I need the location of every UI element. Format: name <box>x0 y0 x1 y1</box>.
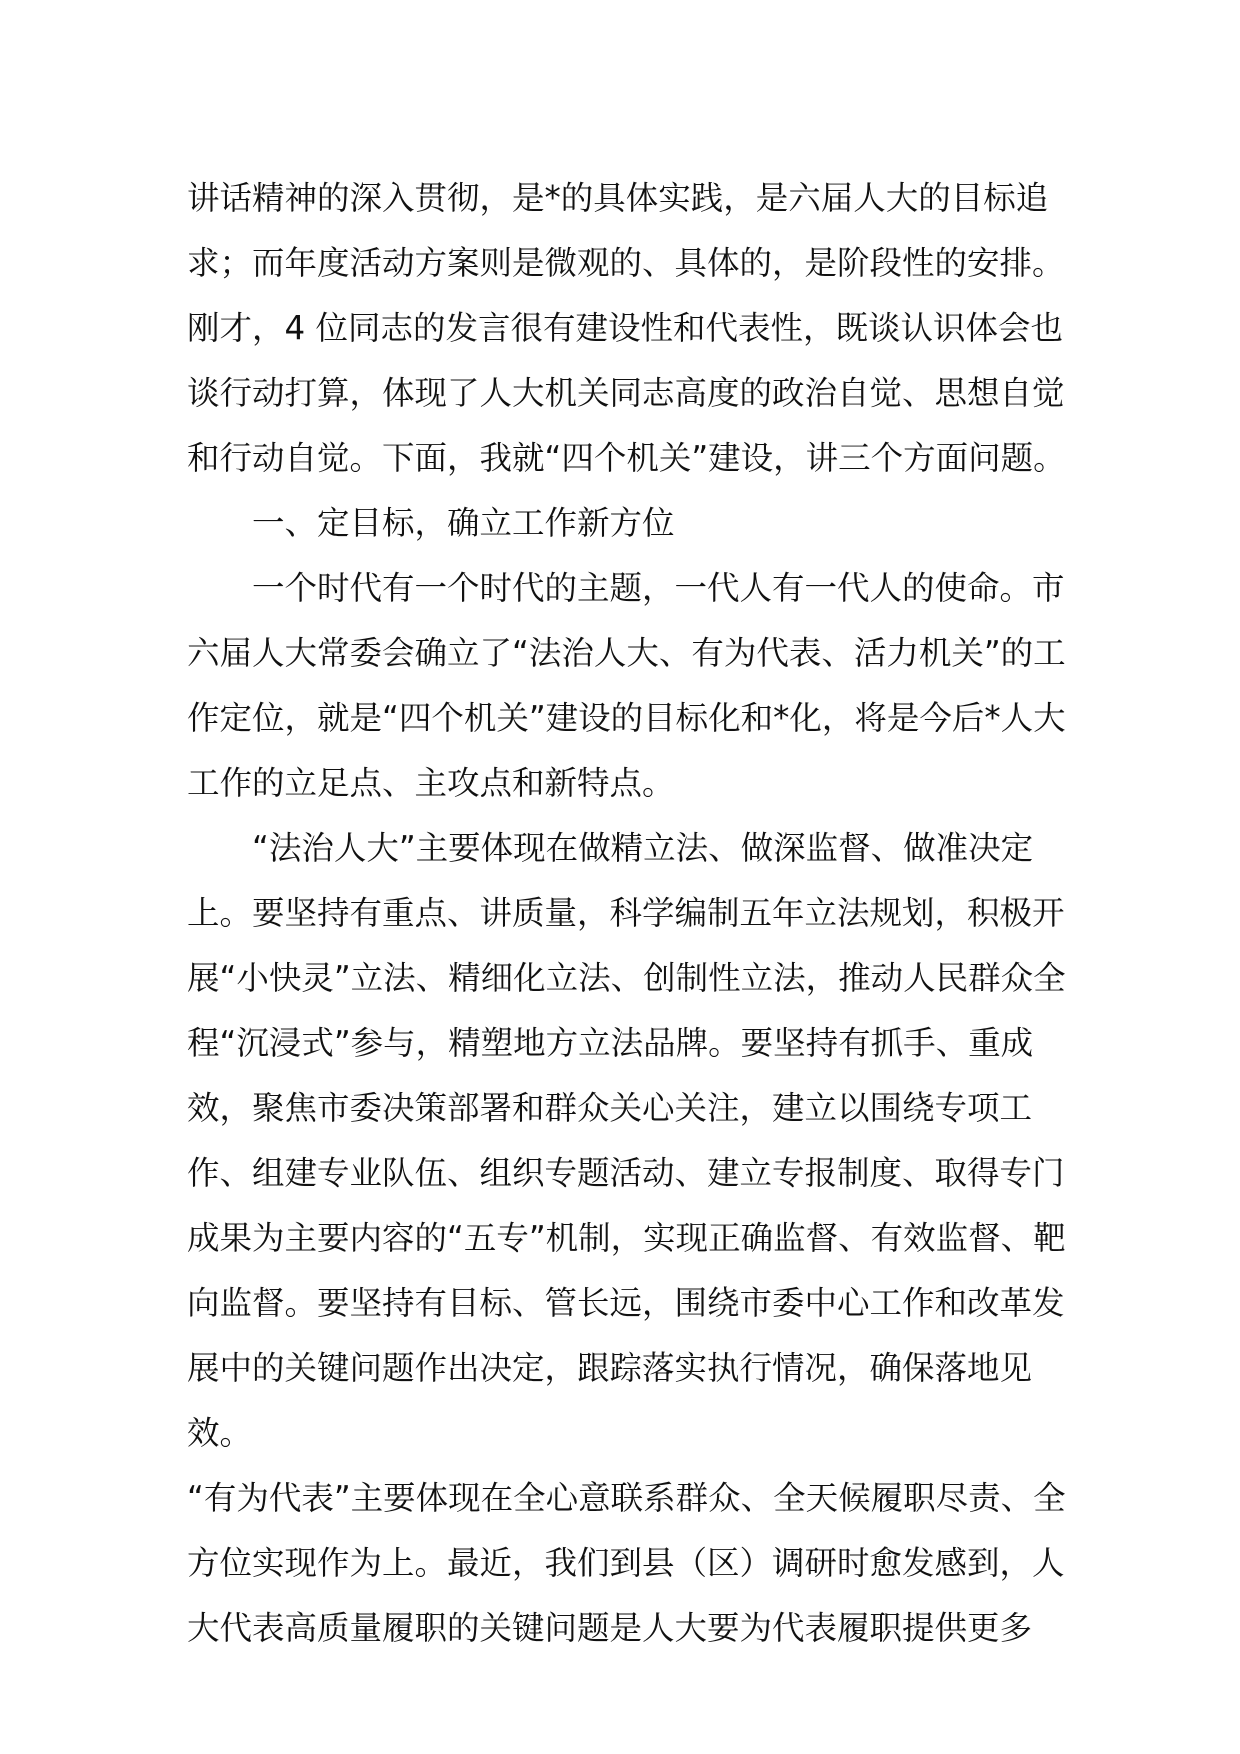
section-heading-one: 一、定目标，确立工作新方位 <box>252 504 675 542</box>
paragraph-rule-of-law-congress: “法治人大”主要体现在做精立法、做深监督、做准决定上。要坚持有重点、讲质量，科学编制五年立法规划，积极开展“小快灵”立法、精细化立法、创制性立法，推动人民群众全程“沉浸式”参与，精塑地方立法品牌。要坚持有抓手、重成效，聚焦市委决策部署和群众关心关注，建立以围绕专项工作、组建专业队伍、组织专题活动、建立专报制度、取得专门成果为主要内容的“五专”机制，实现正确监督、有效监督、靶向监督。要坚持有目标、管长远，围绕市委中心工作和改革发展中的关键问题作出决定，跟踪落实执行情况，确保落地见效。 <box>187 829 1066 1452</box>
document-body <box>187 166 1087 1661</box>
paragraph-era-theme: 一个时代有一个时代的主题，一代人有一代人的使命。市六届人大常委会确立了“法治人大、有为代表、活力机关”的工作定位，就是“四个机关”建设的目标化和*化，将是今后*人大工作的立足点、主攻点和新特点。 <box>187 569 1066 802</box>
paragraph-capable-deputies: “有为代表”主要体现在全心意联系群众、全天候履职尽责、全方位实现作为上。最近，我们到县（区）调研时愈发感到，人大代表高质量履职的关键问题是人大要为代表履职提供更多 <box>187 1479 1066 1647</box>
paragraph-intro: 讲话精神的深入贯彻，是*的具体实践，是六届人大的目标追求；而年度活动方案则是微观的、具体的，是阶段性的安排。刚才，4 位同志的发言很有建设性和代表性，既谈认识体会也谈行动打算，体现了人大机关同志高度的政治自觉、思想自觉和行动自觉。下面，我就“四个机关”建设，讲三个方面问题。 <box>187 179 1066 477</box>
